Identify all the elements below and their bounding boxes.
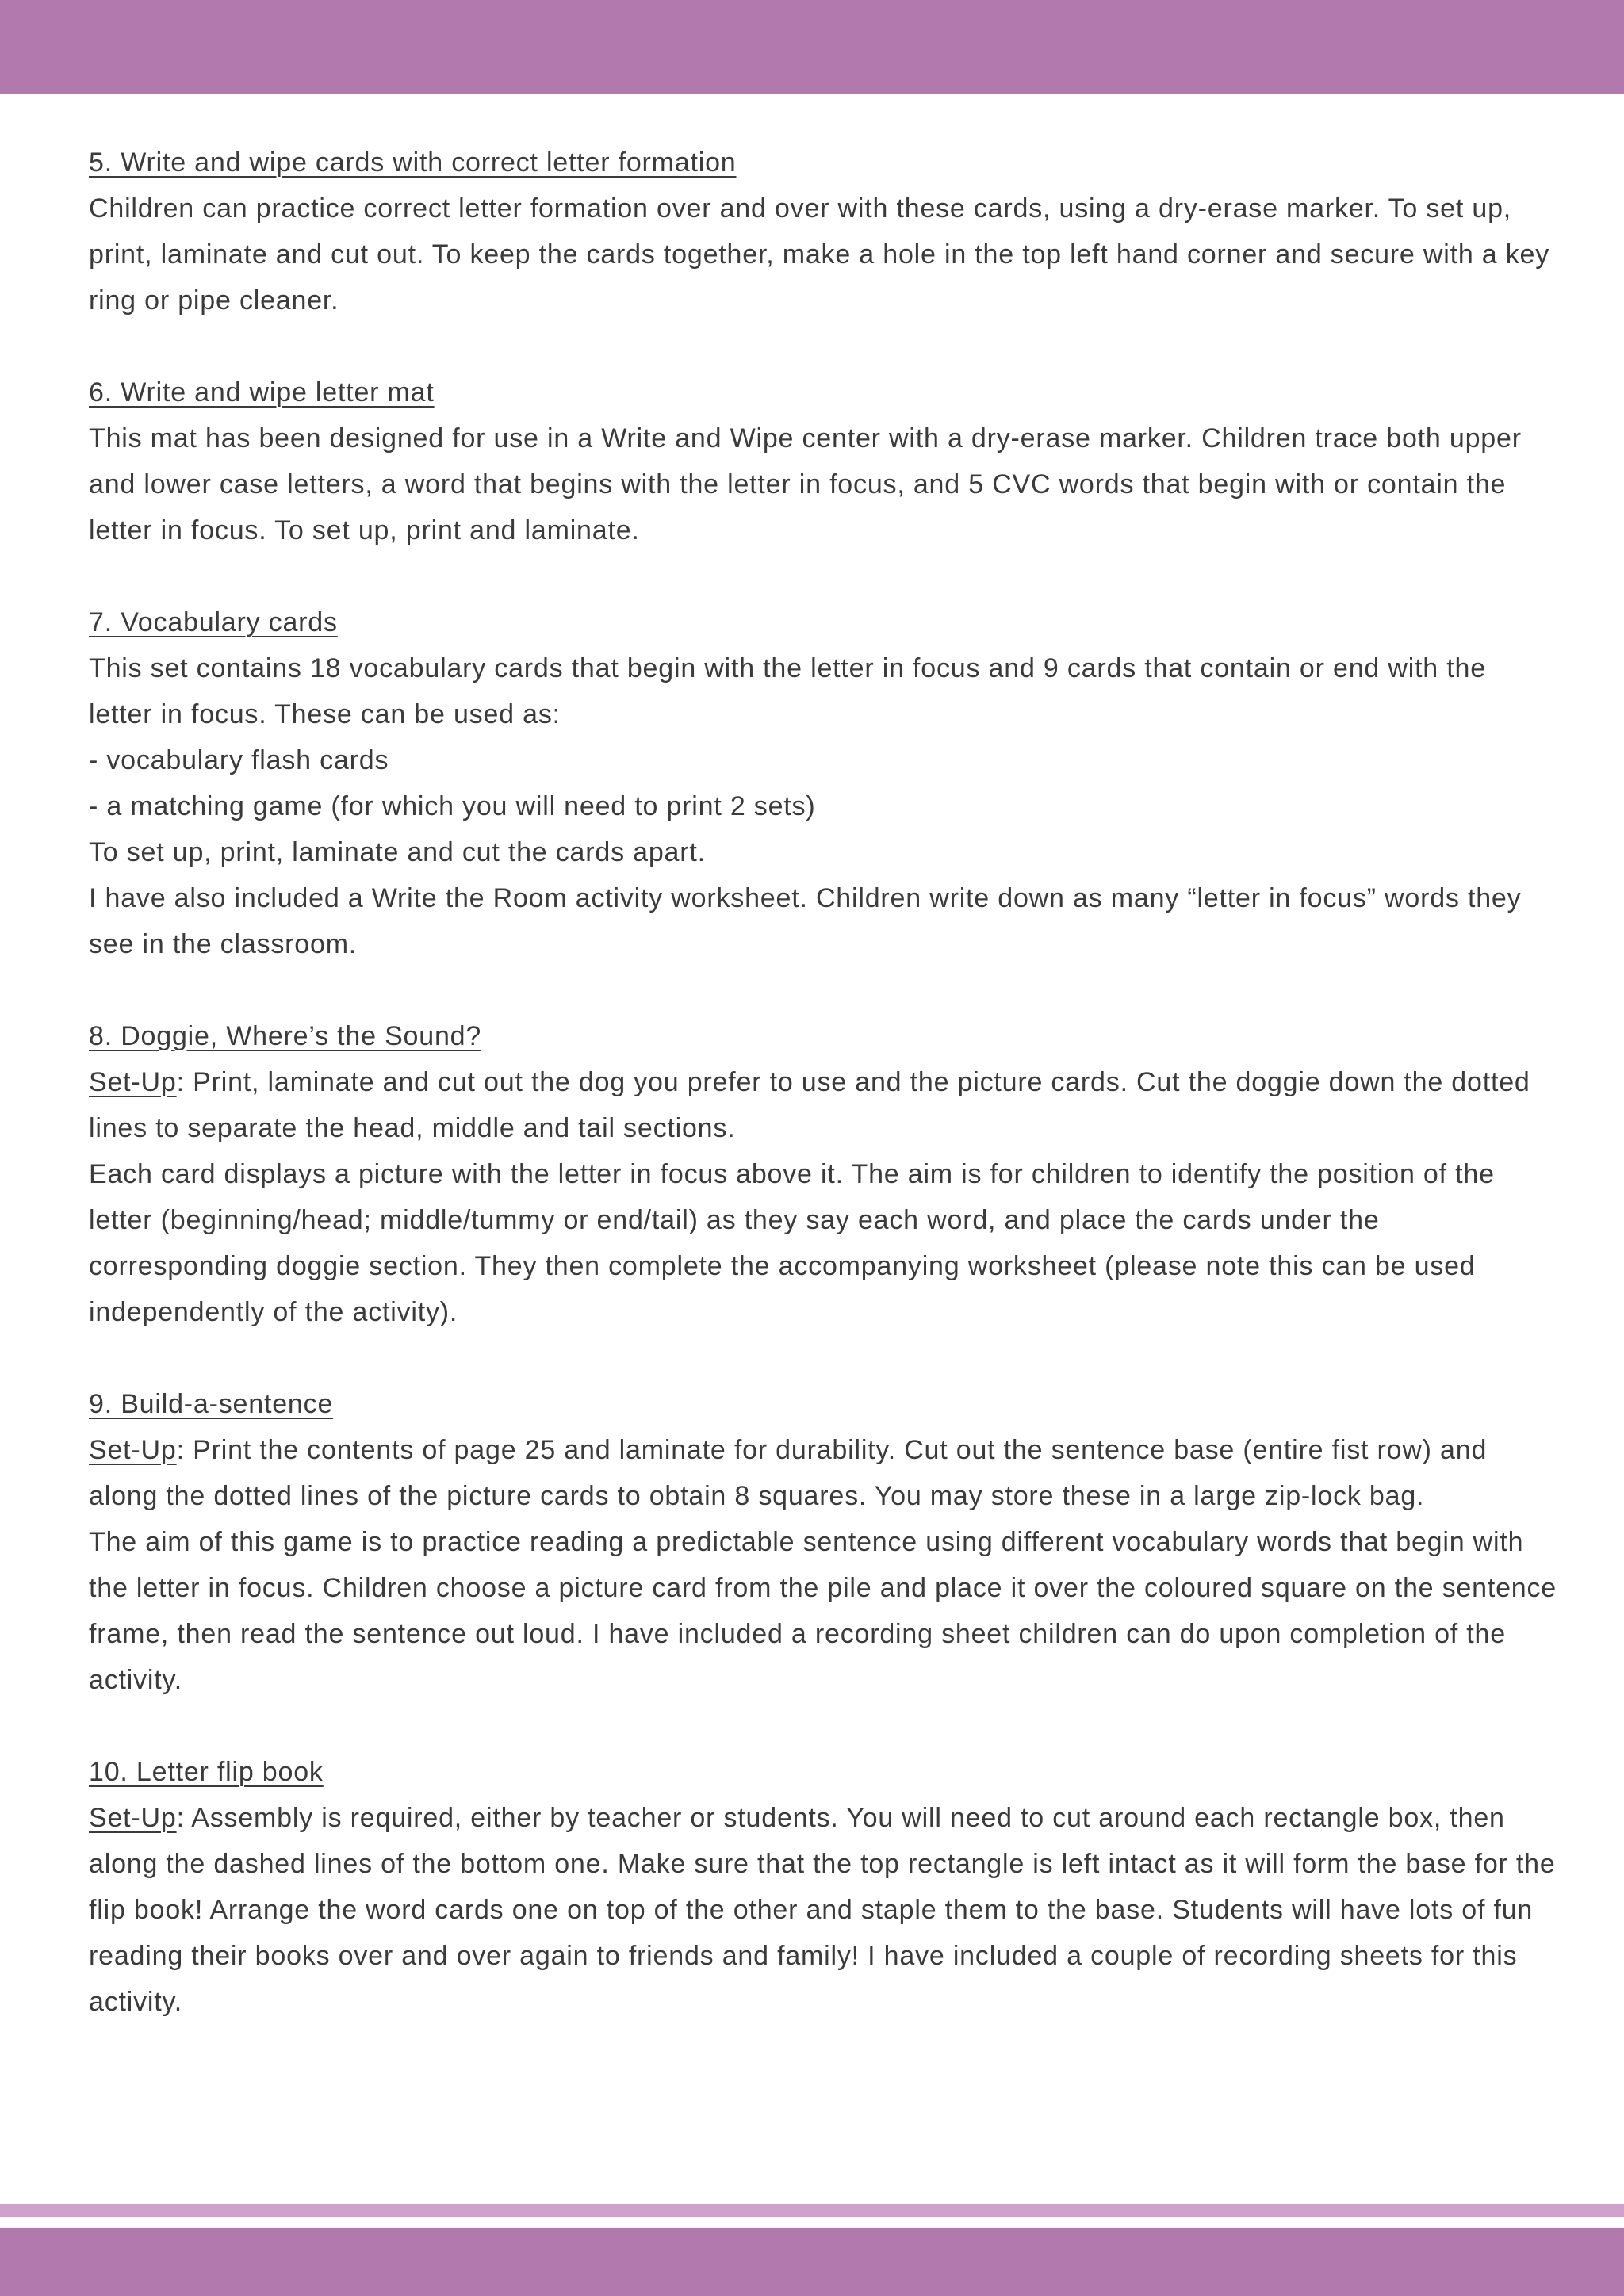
- section-write-wipe-letter-mat: [89, 369, 1557, 553]
- bottom-white-gap: [0, 2217, 1624, 2228]
- section-write-wipe-cards: [89, 140, 1557, 323]
- paragraph: [89, 186, 1557, 323]
- paragraph-text: Each card displays a picture with the letter in focus above it. The aim is for children to identify the position of the letter (beginning/head; middle/tummy or end/tail) as they say each word, and place the cards under the corresponding doggie section. They then complete the accompanying worksheet (please note this can be used independently of the activity).: [89, 1159, 1495, 1327]
- list-line: [89, 783, 1557, 829]
- paragraph: [89, 1151, 1557, 1335]
- section-doggie-wheres-the-sound: [89, 1013, 1557, 1335]
- section-heading: 9. Build-a-sentence: [89, 1389, 334, 1419]
- paragraph-text: To set up, print, laminate and cut the cards apart.: [89, 837, 706, 867]
- paragraph-text: - vocabulary flash cards: [89, 745, 389, 775]
- setup-label: Set-Up: [89, 1803, 177, 1833]
- paragraph: [89, 1519, 1557, 1703]
- bottom-border-band: [0, 2228, 1624, 2296]
- section-build-a-sentence: [89, 1381, 1557, 1703]
- page-content: [0, 94, 1624, 2025]
- section-heading: 8. Doggie, Where’s the Sound?: [89, 1021, 482, 1051]
- paragraph-text: This mat has been designed for use in a Write and Wipe center with a dry-erase marker. Children trace both upper and lower case letters, a word that begins with the letter in focus, and 5 CVC words that begin with or contain the letter in focus. To set up, print and laminate.: [89, 423, 1522, 545]
- bottom-border: [0, 2204, 1624, 2296]
- paragraph: [89, 1427, 1557, 1519]
- setup-label: Set-Up: [89, 1435, 177, 1465]
- section-heading: 7. Vocabulary cards: [89, 607, 338, 637]
- paragraph-text: This set contains 18 vocabulary cards that begin with the letter in focus and 9 cards that contain or end with the letter in focus. These can be used as:: [89, 653, 1486, 729]
- paragraph-text: I have also included a Write the Room activity worksheet. Children write down as many “letter in focus” words they see in the classroom.: [89, 883, 1522, 959]
- paragraph-text: : Assembly is required, either by teacher or students. You will need to cut around each rectangle box, then along the dashed lines of the bottom one. Make sure that the top rectangle is left intact as it will form the base for the flip book! Arrange the word cards one on top of the other and staple them to the base. Students will have lots of fun reading their books over and over again to friends and family! I have included a couple of recording sheets for this activity.: [89, 1803, 1556, 2017]
- paragraph: [89, 829, 1557, 875]
- paragraph: [89, 415, 1557, 553]
- top-border-band: [0, 0, 1624, 94]
- paragraph-text: Children can practice correct letter formation over and over with these cards, using a dry-erase marker. To set up, print, laminate and cut out. To keep the cards together, make a hole in the top left hand corner and secure with a key ring or pipe cleaner.: [89, 193, 1550, 316]
- paragraph-text: : Print the contents of page 25 and laminate for durability. Cut out the sentence base (entire fist row) and along the dotted lines of the picture cards to obtain 8 squares. You may store these in a large zip-lock bag.: [89, 1435, 1488, 1511]
- paragraph-text: : Print, laminate and cut out the dog you prefer to use and the picture cards. Cut the doggie down the dotted lines to separate the head, middle and tail sections.: [89, 1067, 1530, 1143]
- paragraph: [89, 875, 1557, 967]
- paragraph: [89, 1059, 1557, 1151]
- paragraph-text: - a matching game (for which you will need to print 2 sets): [89, 791, 816, 821]
- bottom-light-stripe: [0, 2204, 1624, 2217]
- section-heading: 6. Write and wipe letter mat: [89, 377, 435, 408]
- paragraph: [89, 1795, 1557, 2025]
- section-letter-flip-book: [89, 1749, 1557, 2025]
- section-heading: 5. Write and wipe cards with correct letter formation: [89, 147, 737, 178]
- section-heading: 10. Letter flip book: [89, 1757, 324, 1787]
- setup-label: Set-Up: [89, 1067, 177, 1097]
- paragraph-text: The aim of this game is to practice reading a predictable sentence using different vocabulary words that begin with the letter in focus. Children choose a picture card from the pile and place it over the coloured square on the sentence frame, then read the sentence out loud. I have included a recording sheet children can do upon completion of the activity.: [89, 1527, 1557, 1695]
- section-vocabulary-cards: [89, 599, 1557, 967]
- list-line: [89, 737, 1557, 783]
- paragraph: [89, 645, 1557, 737]
